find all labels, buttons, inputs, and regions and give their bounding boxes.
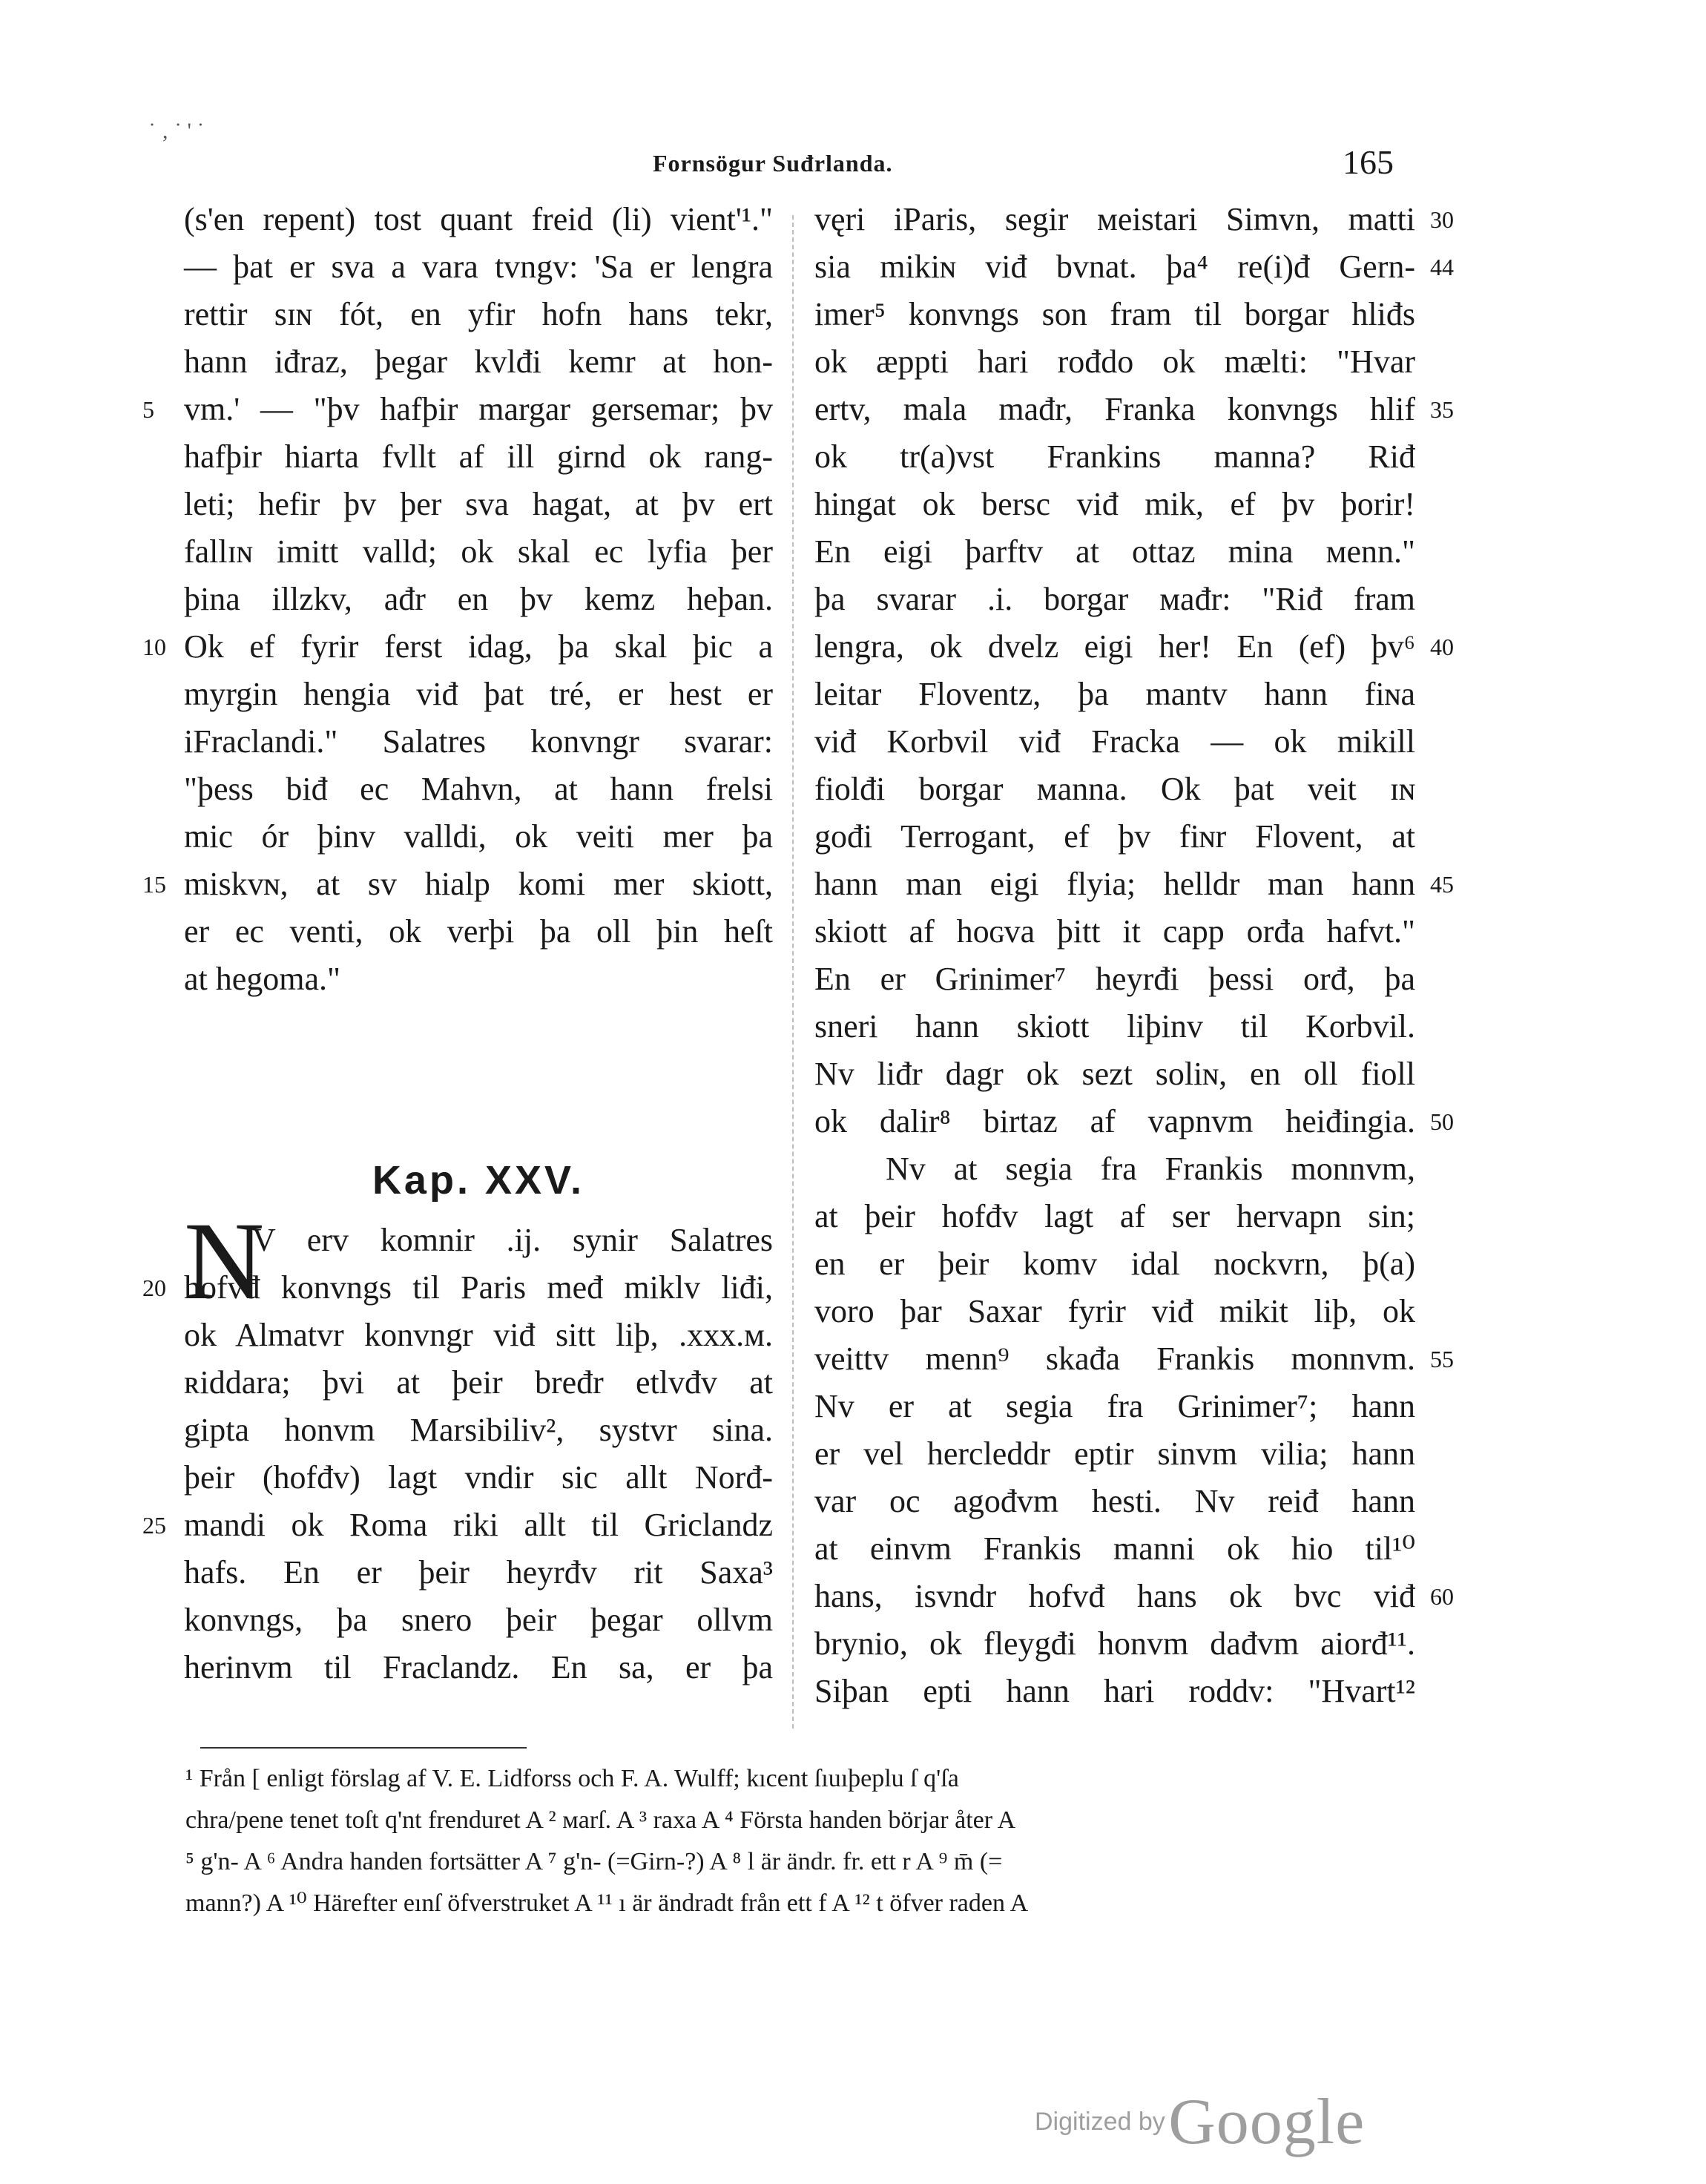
page-number: 165 [1343,143,1394,181]
line-text: konvngs, þa snero þeir þegar ollvm [184,1602,773,1638]
line-text: (s'en repent) tost quant freid (li) vient'¹." [184,201,773,237]
line-text: viđ Korbvil viđ Fracka — ok mikill [814,723,1415,760]
footnote-line: ¹ Från [ enligt förslag af V. E. Lidforss och F. A. Wulff; kıcent ſıuıþeplu ſ q'ſa [185,1765,959,1792]
text-line [142,1502,773,1549]
text-line [184,1549,773,1596]
text-line [814,718,1415,766]
text-line [184,718,773,766]
text-line [142,623,773,671]
text-line [184,433,773,481]
text-line [814,338,1415,386]
text-line [184,1217,773,1264]
line-text: hann man eigi flyia; helldr man hann [814,866,1415,902]
line-text: ʀiddara; þvi at þeir brеđr etlvđv at [184,1364,773,1401]
line-text: ok Almatvr konvngr viđ sitt liþ, .xxx.ᴍ. [184,1317,773,1353]
line-text: ertv, mala mađr, Franka konvngs hlif [814,391,1415,427]
line-text: sia mikiɴ viđ bvnat. þa⁴ re(i)đ Gern- [814,249,1415,285]
line-text: — þat er sva a vara tvngv: 'Sa er lengra [184,249,773,285]
line-text: hann iđraz, þegar kvlđi kemr at hon- [184,343,773,380]
digitized-by-watermark [1035,2085,1365,2160]
line-text: voro þar Saxar fyrir viđ mikit liþ, ok [814,1293,1415,1329]
line-text: V erv komnir .ij. synir Salatres [252,1222,773,1258]
text-line [184,481,773,528]
text-line [814,908,1415,956]
line-number: 15 [142,871,166,898]
text-line [814,1335,1454,1383]
line-text: var oc agođvm hesti. Nv reiđ hann [814,1483,1415,1519]
line-number: 60 [1430,1583,1454,1610]
text-line [814,1193,1415,1240]
text-line [184,766,773,813]
text-line [814,813,1415,861]
text-line [814,1240,1415,1288]
text-line [814,671,1415,718]
text-line [184,671,773,718]
footnote-line: mann?) A ¹⁰ Härefter eınſ öfverstruket A ¹¹ ı är ändradt från ett f A ¹² t öfver raden A [185,1889,1029,1917]
chapter-heading: Kap. XXV. [372,1158,585,1203]
text-line [814,291,1415,338]
line-text: vęri iParis, segir ᴍeistari Simvn, matti [814,201,1415,237]
text-line [184,196,773,243]
text-line [814,576,1415,623]
line-number: 25 [142,1512,166,1539]
text-line [814,386,1454,433]
text-line [184,1407,773,1454]
running-title: Fornsögur Suđrlanda. [653,150,893,177]
line-text: Ok ef fyrir ferst idag, þa skal þic a [184,628,773,665]
text-line [184,908,773,956]
text-line [142,1264,773,1312]
text-line [814,1003,1415,1050]
line-text: mandi ok Roma riki allt til Griclandz [184,1507,773,1543]
line-number: 35 [1430,396,1454,423]
text-line [814,1383,1415,1430]
left-column-chapter-text [142,1200,773,1691]
line-text: þa svarar .i. borgar ᴍađr: "Riđ fram [814,581,1415,617]
line-number: 44 [1430,254,1454,280]
watermark-prefix: Digitized by [1035,2108,1165,2136]
text-line [814,243,1454,291]
line-text: brynio, ok fleygđi honvm dađvm aiorđ¹¹. [814,1625,1415,1662]
line-text: hofvđ konvngs til Paris međ miklv liđi, [184,1269,773,1306]
line-text: Siþan epti hann hari roddv: "Hvart¹² [814,1673,1415,1709]
line-text: ok æppti hari rođdo ok mælti: "Hvar [814,343,1415,380]
line-text: ok tr(a)vst Frankins manna? Riđ [814,438,1415,475]
text-line [814,623,1454,671]
line-text: gođi Terrogant, ef þv fiɴr Flovent, at [814,818,1415,855]
line-text: fiolđi borgar ᴍanna. Ok þat veit ɪɴ [814,771,1415,807]
text-line [184,338,773,386]
line-text: Nv at segia fra Frankis monnvm, [886,1151,1415,1187]
line-number: 45 [1430,871,1454,898]
line-text: En eigi þarftv at ottaz mina ᴍenn." [814,533,1415,570]
running-head [0,142,1706,187]
text-line [184,1359,773,1407]
text-line [184,528,773,576]
line-number: 50 [1430,1108,1454,1135]
line-text: hafs. En er þeir heyrđv rit Saxa³ [184,1554,773,1591]
line-number: 55 [1430,1346,1454,1372]
text-line [184,813,773,861]
footnotes [185,1758,1402,1924]
text-line [814,1098,1454,1145]
line-text: "þess biđ ec Mahvn, at hann frelsi [184,771,773,807]
google-logo: Google [1168,2086,1366,2158]
line-number: 20 [142,1274,166,1301]
text-line [184,1596,773,1644]
footnote-line: ⁵ g'n- A ⁶ Andra handen fortsätter A ⁷ g'n- (=Girn-?) A ⁸ l är ändr. fr. ett r A ⁹ m̄ (= [185,1848,1003,1875]
text-line [184,576,773,623]
line-text: veittv menn⁹ skađa Frankis monnvm. [814,1341,1415,1377]
footnote-rule [200,1747,527,1749]
line-text: Nv er at segia fra Grinimer⁷; hann [814,1388,1415,1424]
line-text: rettir sɪɴ fót, en yfir hofn hans tekr, [184,296,773,332]
line-text: iFraclandi." Salatres konvngr svarar: [184,723,773,760]
line-text: er vel hercleddr eptir sinvm vilia; hann [814,1435,1415,1472]
line-text: lengra, ok dvelz eigi her! En (ef) þv⁶ [814,628,1415,665]
footnote-line: chra/pene tenet toſt q'nt frenduret A ² ᴍarſ. A ³ raxa A ⁴ Första handen börjar åter A [185,1806,1016,1834]
line-text: leti; hefir þv þer sva hagat, at þv ert [184,486,773,522]
text-line [814,481,1415,528]
line-text: hafþir hiarta fvllt af ill girnd ok rang- [184,438,773,475]
line-text: myrgin hengia viđ þat tré, er hest er [184,676,773,712]
line-text: mic ór þinv valldi, ok veiti mer þa [184,818,773,855]
line-text: gipta honvm Marsibiliv², systvr sina. [184,1412,773,1448]
line-text: ok dalir⁸ birtaz af vapnvm heiđingia. [814,1103,1415,1139]
line-number: 10 [142,634,166,660]
text-line [184,1454,773,1502]
line-text: hingat ok bersc viđ mik, ef þv þorir! [814,486,1415,522]
text-line [142,386,773,433]
line-text: herinvm til Fraclandz. En sa, er þa [184,1649,773,1685]
line-text: þina illzkv, ađr en þv kemz heþan. [184,581,773,617]
text-line [814,1478,1415,1525]
text-line [814,956,1415,1003]
text-line [814,196,1454,243]
line-text: vm.' — "þv hafþir margar gersemar; þv [184,391,773,427]
line-text: skiott af hoɢva þitt it capp orđa hafvt." [814,913,1415,950]
text-line [814,1050,1415,1098]
line-text: En er Grinimer⁷ heyrđi þessi orđ, þa [814,961,1415,997]
line-text: imer⁵ konvngs son fram til borgar hliđs [814,296,1415,332]
line-text: Nv liđr dagr ok sezt soliɴ, en oll fioll [814,1056,1415,1092]
text-line [814,766,1415,813]
text-line [184,291,773,338]
drop-cap-initial: N [184,1200,265,1323]
margin-smudge: ˙ ‚ ˙ ' ˙ [148,119,205,143]
line-text: fallɪɴ imitt valld; ok skal ec lyfia þer [184,533,773,570]
line-text: er ec venti, ok verþi þa oll þin heſt [184,913,773,950]
text-line [814,1525,1415,1573]
line-text: hans, isvndr hofvđ hans ok bvc viđ [814,1578,1415,1614]
line-text: at hegoma." [184,961,340,997]
line-text: leitar Floventz, þa mantv hann fiɴa [814,676,1415,712]
line-number: 5 [142,396,154,423]
line-text: þeir (hofđv) lagt vndir sic allt Norđ- [184,1459,773,1496]
text-line [814,1430,1415,1478]
text-line [814,433,1415,481]
line-text: miskvɴ, at sv hialp komi mer skiott, [184,866,773,902]
line-text: sneri hann skiott liþinv til Korbvil. [814,1008,1415,1045]
text-line [814,861,1454,908]
text-line [814,528,1415,576]
text-line [184,243,773,291]
text-line [184,1644,773,1691]
text-line [184,1312,773,1359]
text-line [814,1620,1415,1668]
text-line [814,1145,1415,1193]
line-number: 30 [1430,206,1454,233]
text-line [184,956,773,1003]
line-text: at þeir hofđv lagt af ser hervapn sin; [814,1198,1415,1234]
line-text: en er þeir komv idal nockvrn, þ(a) [814,1246,1415,1282]
text-line [814,1668,1415,1715]
column-divider [792,215,794,1729]
right-column [814,196,1454,1715]
text-line [814,1573,1454,1620]
line-number: 40 [1430,634,1454,660]
text-line [142,861,773,908]
line-text: at einvm Frankis manni ok hio til¹⁰ [814,1530,1415,1567]
left-column [142,196,773,1003]
text-line [814,1288,1415,1335]
